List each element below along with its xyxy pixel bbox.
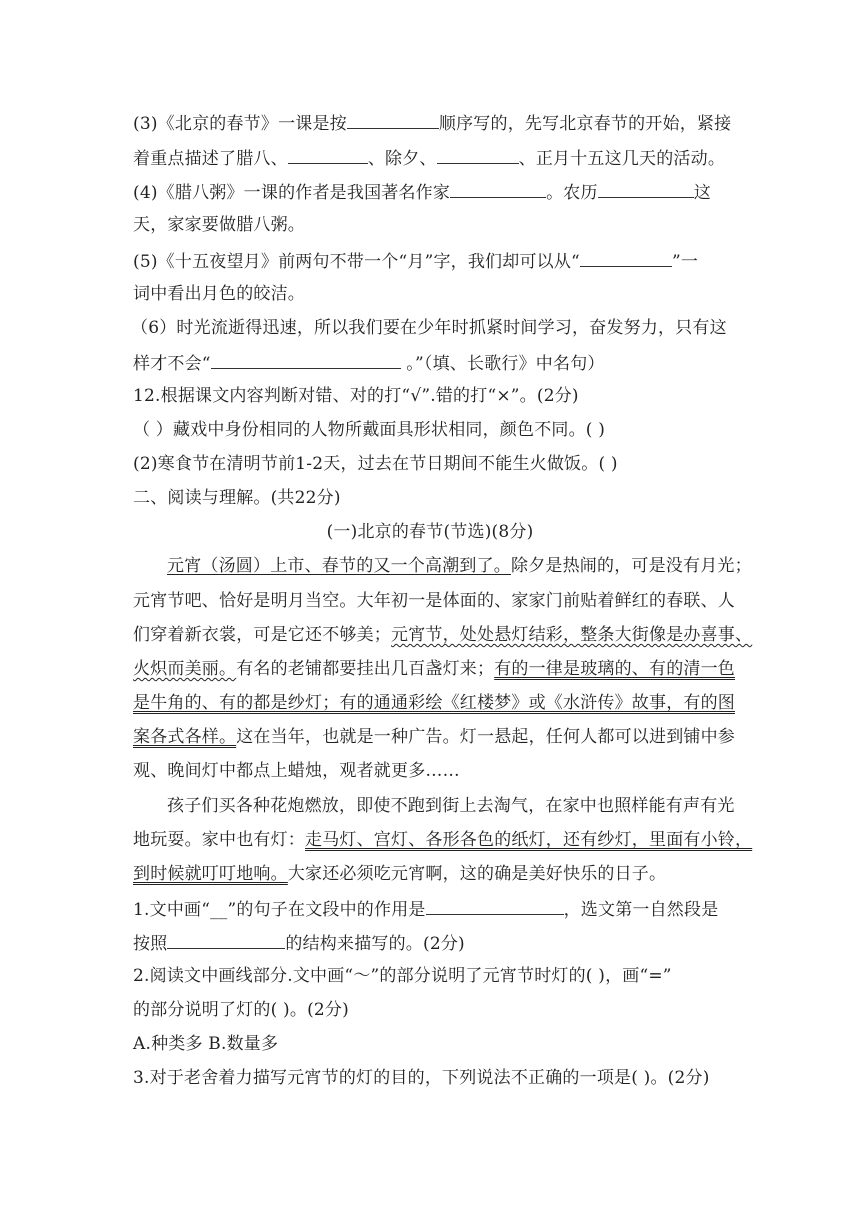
passage-text: 孩子们买各种花炮燃放，即使不跑到街上去淘气，在家中也照样能有声有光 [167, 796, 735, 816]
q3-line-1 [133, 110, 731, 136]
question-text: 3.对于老舍着力描写元宵节的灯的目的，下列说法不正确的一项是( )。(2分) [133, 1068, 710, 1088]
q12-title-text: 12.根据课文内容判断对错、对的打“√”.错的打“×”。(2分) [133, 386, 579, 406]
q12-item-2-text: (2)寒食节在清明节前1-2天，过去在节日期间不能生火做饭。( ) [133, 454, 618, 474]
answer-blank[interactable] [347, 110, 439, 129]
passage-line [133, 759, 460, 783]
question-2-line-1 [133, 964, 672, 988]
q6-text-a: （6）时光流逝得迅速，所以我们要在少年时抓紧时间学习，奋发努力，只有这 [131, 318, 727, 338]
passage-line [133, 725, 735, 749]
q3-text-d: 、除夕、 [367, 149, 437, 169]
q12-title [133, 384, 579, 408]
wavy-underlined-text: 火炽而美丽。 [133, 659, 237, 679]
question-2-options [133, 1032, 278, 1056]
q12-item-1 [133, 418, 605, 442]
answer-blank[interactable] [437, 145, 519, 164]
question-text: 2.阅读文中画线部分.文中画“～”的部分说明了元宵节时灯的( )，画“=” [133, 966, 672, 986]
q3-line-2 [133, 145, 725, 171]
double-underlined-text: 案各式各样。 [133, 727, 237, 747]
passage-line [167, 794, 735, 818]
q3-text-b: 顺序写的，先写北京春节的开始，紧接 [438, 114, 732, 134]
answer-blank[interactable] [580, 248, 672, 267]
q6-line-2 [133, 350, 605, 376]
q12-item-1-text: （ ）藏戏中身份相同的人物所戴面具形状相同，颜色不同。( ) [133, 420, 606, 440]
q5-text-c: 词中看出月色的皎洁。 [133, 284, 305, 304]
passage-text: 地玩耍。家中也有灯： [133, 830, 305, 850]
section-title [133, 486, 341, 510]
passage-line [133, 828, 752, 852]
question-text: 1.文中画“__”的句子在文段中的作用是 [133, 900, 426, 920]
option-text: A.种类多 B.数量多 [133, 1034, 279, 1054]
double-underlined-text: 有的一律是玻璃的、有的清一色 [494, 659, 736, 679]
section-title-text: 二、阅读与理解。(共22分) [133, 488, 341, 508]
answer-blank[interactable] [211, 350, 401, 369]
q6-text-b: 样才不会“ [133, 354, 211, 374]
passage-text: 们穿着新衣裳，可是它还不够美； [133, 625, 391, 645]
passage-line [133, 691, 735, 715]
question-text: 按照 [133, 934, 168, 954]
passage-text: 除夕是热闹的，可是没有月光； [511, 556, 752, 576]
passage-text: 大家还必须吃元宵啊，这的确是美好快乐的日子。 [287, 864, 667, 884]
question-text: ，选文第一自然段是 [563, 900, 719, 920]
question-text: 的部分说明了灯的( )。(2分) [133, 1000, 349, 1020]
q5-line-2 [133, 282, 305, 306]
passage-line [167, 554, 752, 578]
answer-blank[interactable] [288, 145, 368, 164]
answer-blank[interactable] [167, 930, 285, 949]
q6-line-1 [131, 316, 727, 340]
answer-blank[interactable] [450, 179, 546, 198]
passage-text: 有名的老铺都要挂出几百盏灯来； [236, 659, 495, 679]
passage-title-text: (一)北京的春节(节选)(8分) [326, 522, 534, 542]
q4-text-d: 天，家家要做腊八粥。 [133, 215, 305, 235]
question-3 [133, 1066, 710, 1090]
q3-text-c: 着重点描述了腊八、 [133, 149, 288, 169]
q4-text-a: (4)《腊八粥》一课的作者是我国著名作家 [133, 183, 451, 203]
wavy-underlined-text: 元宵节，处处悬灯结彩，整条大街像是办喜事、 [391, 625, 753, 645]
q5-line-1 [133, 248, 698, 274]
q6-text-c: 。”（填、长歌行》中名句） [400, 354, 605, 374]
passage-text: 观、晚间灯中都点上蜡烛，观者就更多…… [133, 761, 460, 781]
underlined-sentence: 元宵（汤圆）上市、春节的又一个高潮到了。 [167, 556, 511, 576]
q4-line-2 [133, 213, 305, 237]
q4-line-1 [133, 179, 711, 205]
question-1-line-1 [133, 896, 718, 922]
passage-text: 这在当年，也就是一种广告。灯一悬起，任何人都可以进到铺中参 [236, 727, 736, 747]
question-text: 的结构来描写的。(2分) [285, 934, 465, 954]
q5-text-a: (5)《十五夜望月》前两句不带一个“月”字，我们却可以从“ [133, 252, 580, 272]
q3-text-a: (3)《北京的春节》一课是按 [133, 114, 347, 134]
question-2-line-2 [133, 998, 349, 1022]
double-underlined-text: 走马灯、宫灯、各形各色的纸灯，还有纱灯，里面有小铃， [305, 830, 753, 850]
passage-line [133, 657, 735, 681]
double-underlined-text: 是牛角的、有的都是纱灯；有的通通彩绘《红楼梦》或《水浒传》故事，有的图 [133, 693, 735, 713]
q3-text-e: 、正月十五这几天的活动。 [518, 149, 726, 169]
passage-text: 元宵节吧、恰好是明月当空。大年初一是体面的、家家门前贴着鲜红的春联、人 [133, 591, 735, 611]
passage-title [0, 520, 860, 544]
passage-line [133, 623, 752, 647]
q12-item-2 [133, 452, 618, 476]
passage-line [133, 862, 666, 886]
answer-blank[interactable] [426, 896, 564, 915]
passage-line [133, 589, 735, 613]
q4-text-c: 这 [693, 183, 711, 203]
question-1-line-2 [133, 930, 465, 956]
q4-text-b: 。农历 [546, 183, 598, 203]
answer-blank[interactable] [598, 179, 694, 198]
q5-text-b: ”一 [671, 252, 699, 272]
double-underlined-text: 到时候就叮叮地响。 [133, 864, 288, 884]
